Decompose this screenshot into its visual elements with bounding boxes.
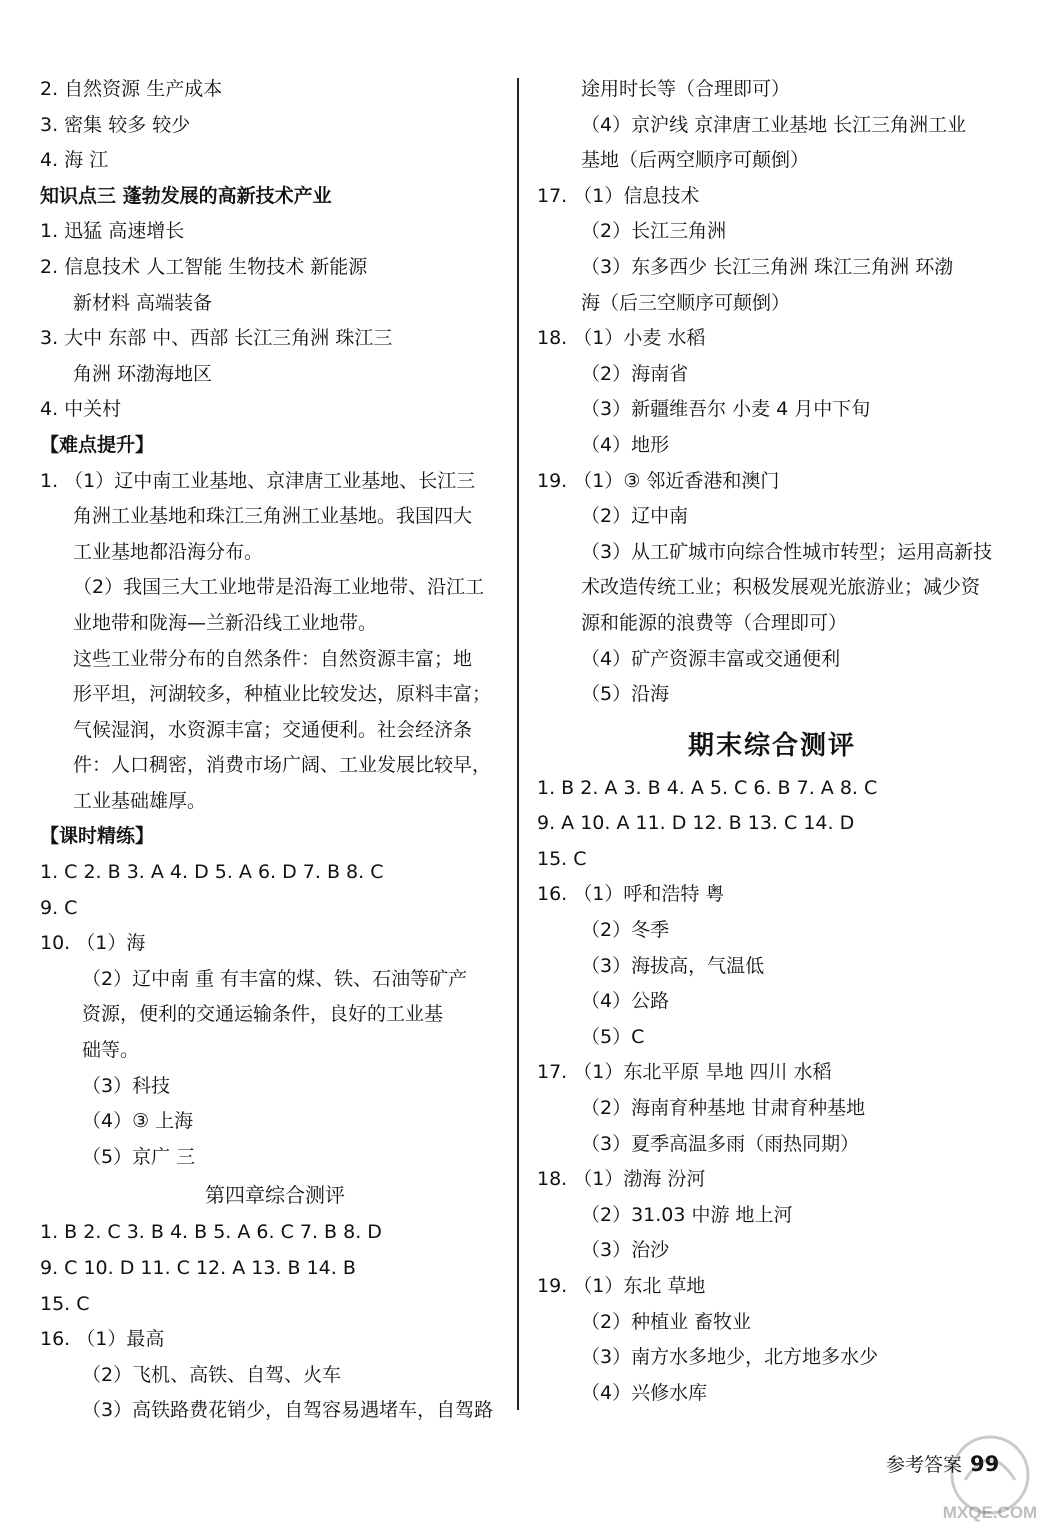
answer-line: 3. 密集 较多 较少 [40,113,191,136]
answer-line: 19. （1）东北 草地 [537,1275,706,1297]
answer-line: （5）沿海 [581,683,670,706]
answer-line: 9. A 10. A 11. D 12. B 13. C 14. D [537,812,855,835]
answer-line: 17. （1）东北平原 旱地 四川 水稻 [537,1061,832,1084]
answer-line: 件：人口稠密，消费市场广阔、工业发展比较早， [73,754,492,777]
column-divider [517,78,519,1410]
watermark-logo [935,1420,1045,1530]
answer-line: （3）夏季高温多雨（雨热同期） [581,1132,860,1155]
answer-line: 气候湿润，水资源丰富；交通便利。社会经济条 [73,718,473,741]
answer-line: （3）高铁路费花销少，自驾容易遇堵车，自驾路 [82,1399,494,1422]
answer-line: 海（后三空顺序可颠倒） [581,291,791,314]
answer-line: 角洲 环渤海地区 [73,362,213,385]
answer-line: 1. （1）辽中南工业基地、京津唐工业基地、长江三 [40,469,476,492]
answer-line: （3）海拔高，气温低 [581,954,765,977]
answer-line: 1. B 2. C 3. B 4. B 5. A 6. C 7. B 8. D [40,1221,382,1244]
answer-line: 工业基地都沿海分布。 [73,540,264,563]
answer-line: （3）科技 [82,1074,171,1097]
answer-line: （3）从工矿城市向综合性城市转型；运用高新技 [581,540,993,563]
answer-line: 18. （1）小麦 水稻 [537,327,706,350]
answer-line: （5）京广 三 [82,1145,196,1168]
answer-line: 角洲工业基地和珠江三角洲工业基地。我国四大 [73,505,473,528]
answer-line: （3）治沙 [581,1239,670,1262]
answer-line: 18. （1）渤海 汾河 [537,1168,706,1191]
answer-line: 9. C 10. D 11. C 12. A 13. B 14. B [40,1257,356,1279]
answer-line: 础等。 [82,1039,140,1062]
answer-line: （4）兴修水库 [581,1381,708,1404]
answer-line: 工业基础雄厚。 [73,789,207,812]
answer-line: 4. 海 江 [40,149,109,172]
section-title: 期末综合测评 [687,730,856,761]
right-column [537,72,1007,1411]
answer-line: （3）新疆维吾尔 小麦 4 月中下旬 [581,398,871,421]
answer-line: （4）③ 上海 [82,1110,194,1133]
answer-line: 这些工业带分布的自然条件：自然资源丰富；地 [73,647,473,670]
answer-line: （2）我国三大工业地带是沿海工业地带、沿江工 [73,576,485,599]
answer-line: 3. 大中 东部 中、西部 长江三角洲 珠江三 [40,327,393,350]
answer-line: （3）南方水多地少，北方地多水少 [581,1346,879,1369]
section-heading: 知识点三 蓬勃发展的高新技术产业 [40,184,332,207]
page-number: 99 [970,1452,1000,1476]
answer-line: 新材料 高端装备 [73,291,213,314]
answer-line: 1. B 2. A 3. B 4. A 5. C 6. B 7. A 8. C [537,776,878,799]
answer-line: 业地带和陇海—兰新沿线工业地带。 [73,611,378,634]
answer-line: （2）冬季 [581,919,670,942]
answer-line: 术改造传统工业；积极发展观光旅游业；减少资 [581,576,981,599]
answer-line: 1. 迅猛 高速增长 [40,220,185,243]
answer-line: （2）31.03 中游 地上河 [581,1203,793,1226]
answer-line: （4）京沪线 京津唐工业基地 长江三角洲工业 [581,113,967,136]
answer-line: （2）海南省 [581,362,689,385]
answer-line: （4）公路 [581,990,670,1013]
section-heading: 【课时精练】 [40,825,155,848]
answer-line: 16. （1）呼和浩特 粤 [537,883,725,906]
section-heading: 【难点提升】 [40,433,155,456]
answer-line: 资源，便利的交通运输条件，良好的工业基 [82,1003,444,1026]
answer-line: 9. C [40,896,78,919]
answer-line: （4）矿产资源丰富或交通便利 [581,647,841,670]
section-title: 第四章综合测评 [205,1183,345,1208]
answer-line: 16. （1）最高 [40,1328,165,1351]
answer-line: 形平坦，河湖较多，种植业比较发达，原料丰富； [73,683,492,706]
answer-line: （2）辽中南 [581,505,689,528]
watermark-text: MXQE.COM [942,1503,1038,1522]
answer-line: 17. （1）信息技术 [537,184,700,207]
answer-line: 19. （1）③ 邻近香港和澳门 [537,469,780,492]
answer-line: 15. C [40,1292,90,1315]
answer-line: （4）地形 [581,433,670,456]
answer-line: （3）东多西少 长江三角洲 珠江三角洲 环渤 [581,255,954,278]
answer-line: 1. C 2. B 3. A 4. D 5. A 6. D 7. B 8. C [40,861,384,884]
answer-line: （2）种植业 畜牧业 [581,1310,752,1333]
answer-line: （2）长江三角洲 [581,220,727,243]
answer-line: （2）辽中南 重 有丰富的煤、铁、石油等矿产 [82,967,468,990]
answer-line: （2）海南育种基地 甘肃育种基地 [581,1097,866,1120]
answer-line: 2. 自然资源 生产成本 [40,78,223,100]
answer-line: 源和能源的浪费等（合理即可） [581,611,848,634]
answer-line: 2. 信息技术 人工智能 生物技术 新能源 [40,255,368,278]
answer-line: 途用时长等（合理即可） [581,78,791,100]
left-column [40,72,510,1429]
answer-line: 10. （1）海 [40,932,146,955]
answer-line: （2）飞机、高铁、自驾、火车 [82,1363,342,1386]
answer-line: 4. 中关村 [40,398,122,421]
answer-line: 基地（后两空顺序可颠倒） [581,149,810,172]
answer-line: （5）C [581,1025,645,1048]
footer-label: 参考答案 [886,1454,963,1476]
answer-line: 15. C [537,847,587,870]
